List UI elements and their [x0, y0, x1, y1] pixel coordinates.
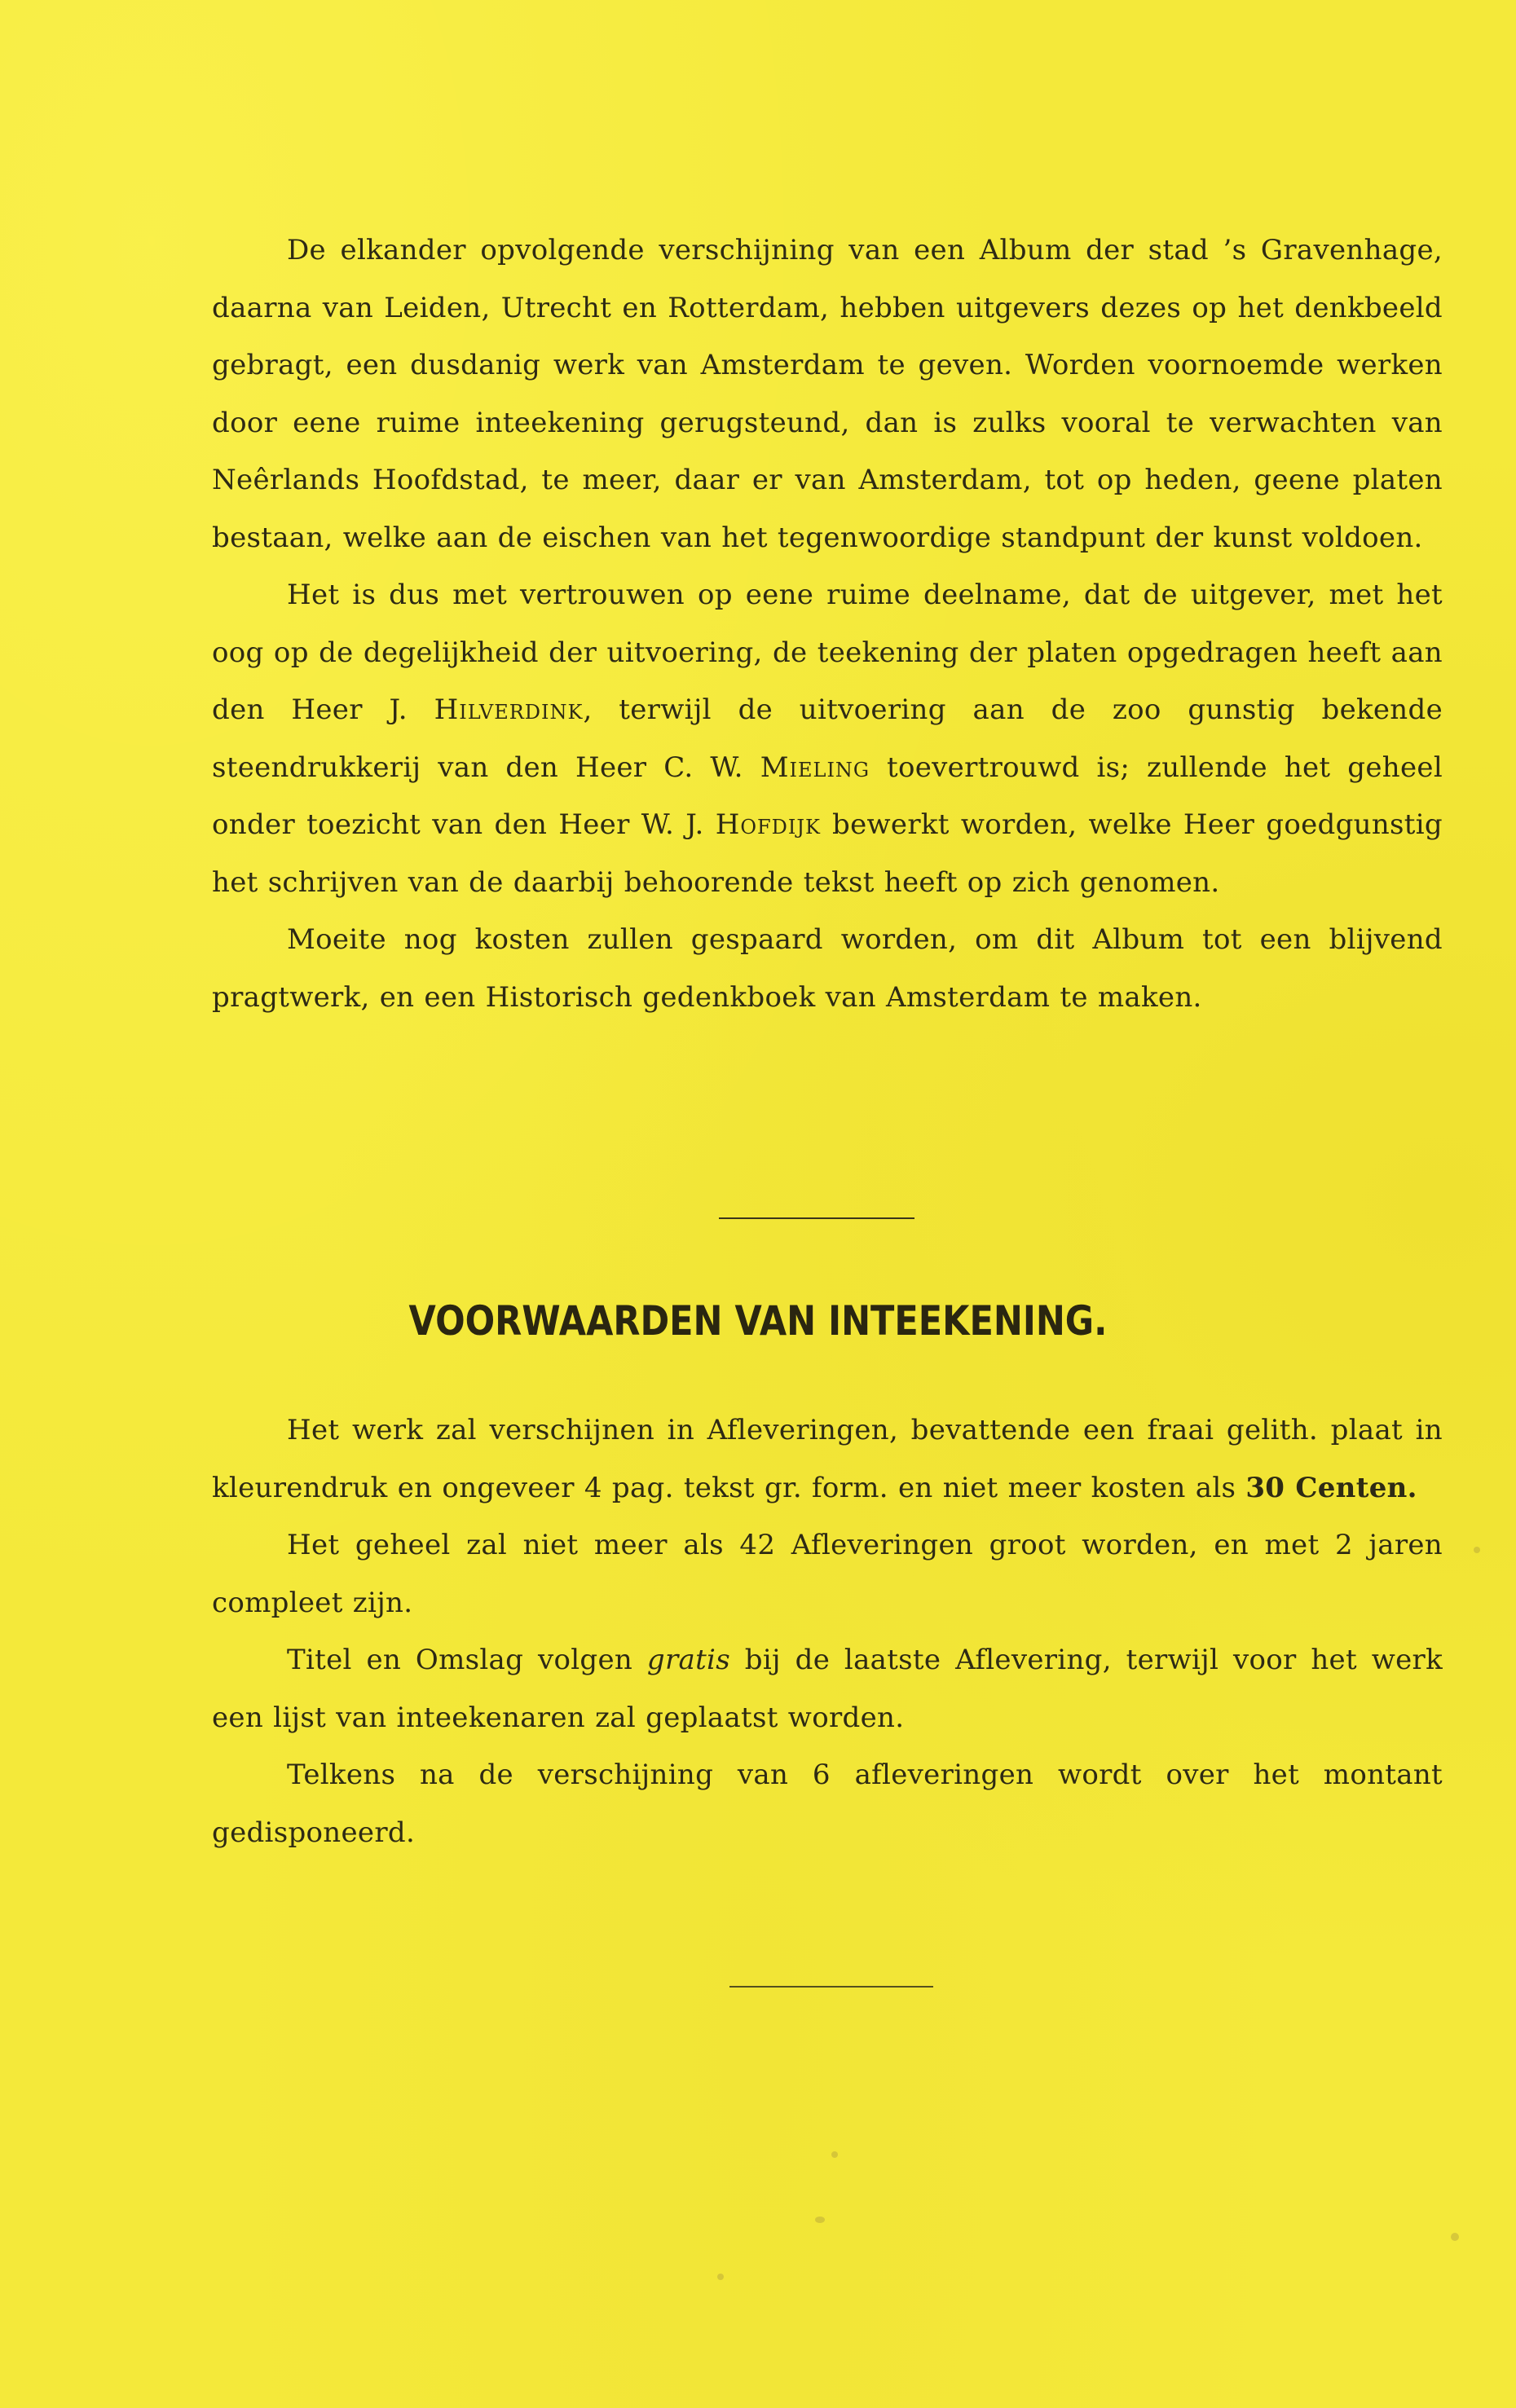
condition-paragraph-4: Telkens na de verschijning van 6 afleveringen wordt over het montant gedisponeerd.: [212, 1759, 1443, 1849]
section-heading: VOORWAARDEN VAN INTEEKENING.: [408, 1297, 1108, 1345]
divider-rule-top: [719, 1217, 914, 1219]
paper-speck: [717, 2274, 724, 2280]
paper-speck: [1474, 1547, 1480, 1553]
price-label: 30 Centen.: [1245, 1471, 1417, 1504]
gratis-word: gratis: [646, 1644, 730, 1676]
intro-paragraph-2-text-d: bewerkt worden, welke Heer goedgunstig het schrijven van de daarbij behoorende tekst heeft op zich genomen.: [212, 808, 1443, 899]
intro-paragraph-2-text-b: , terwijl de uitvoering aan de zoo gunstig bekende steendrukkerij van den Heer C. W.: [212, 693, 1443, 784]
intro-paragraph-2-text-c: toevertrouwd is; zullende het geheel onder toezicht van den Heer W. J.: [212, 751, 1443, 841]
paper-speck: [1451, 2233, 1459, 2241]
condition-3-text-a: Titel en Omslag volgen: [287, 1644, 647, 1676]
intro-paragraph-3: Moeite nog kosten zullen gespaard worden, om dit Album tot een blijvend pragtwerk, en een Historisch gedenkboek van Amsterdam te maken.: [212, 923, 1443, 1014]
name-hilverdink: Hilverdink: [434, 693, 584, 726]
condition-paragraph-3: [212, 1631, 1443, 1746]
divider-rule-bottom: [729, 1986, 933, 1988]
condition-1-text: Het werk zal verschijnen in Afleveringen, bevattende een fraai gelith. plaat in kleurendruk en ongeveer 4 pag. tekst gr. form. en niet meer kosten als: [212, 1414, 1443, 1504]
name-hofdijk: Hofdijk: [715, 808, 821, 841]
intro-paragraph-2: [212, 566, 1443, 911]
intro-paragraph-2-text-a: Het is dus met vertrouwen op eene ruime deelname, dat de uitgever, met het oog op de degelijkheid der uitvoering, de teekening der platen opgedragen heeft aan den Heer J.: [212, 579, 1443, 726]
condition-3-text-b: bij de laatste Aflevering, terwijl voor het werk een lijst van inteekenaren zal geplaatst worden.: [212, 1644, 1443, 1734]
condition-paragraph-1: [212, 1402, 1443, 1517]
condition-paragraph-2: Het geheel zal niet meer als 42 Afleveringen groot worden, en met 2 jaren compleet zijn.: [212, 1529, 1443, 1619]
paper-speck: [815, 2217, 825, 2223]
intro-text: [212, 222, 1443, 1026]
name-mieling: Mieling: [760, 751, 870, 784]
conditions-text: [212, 1402, 1443, 1861]
intro-paragraph-1: De elkander opvolgende verschijning van een Album der stad ’s Gravenhage, daarna van Leiden, Utrecht en Rotterdam, hebben uitgevers dezes op het denkbeeld gebragt, een dusdanig werk van Amsterdam te geven. Worden voornoemde werken door eene ruime inteekening gerugsteund, dan is zulks vooral te verwachten van Neêrlands Hoofdstad, te meer, daar er van Amsterdam, tot op heden, geene platen bestaan, welke aan de eischen van het tegenwoordige standpunt der kunst voldoen.: [212, 234, 1443, 554]
paper-speck: [831, 2151, 838, 2158]
